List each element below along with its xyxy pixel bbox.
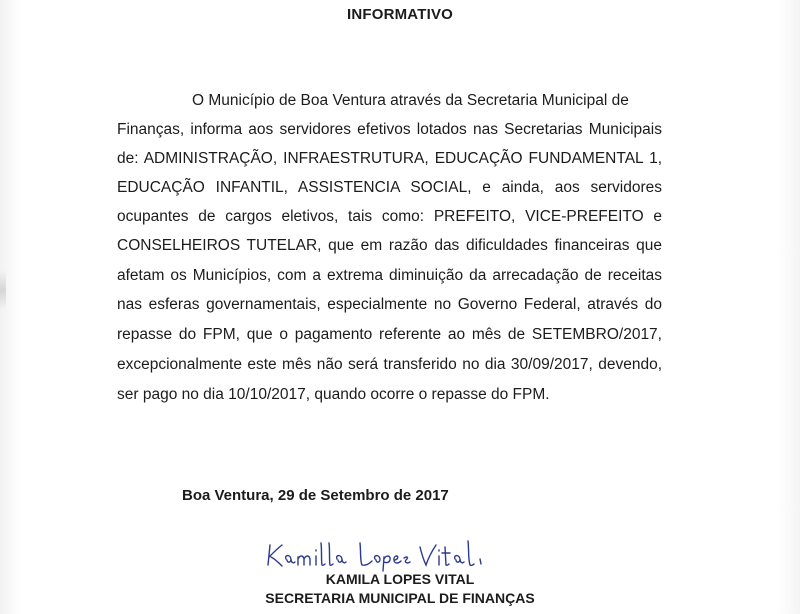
body-line-1: O Município de Boa Ventura através da Secretaria Municipal de bbox=[192, 92, 629, 109]
body-line-6: CONSELHEIROS TUTELAR, que em razão das dificuldades financeiras que bbox=[117, 237, 662, 254]
signatory-role: SECRETARIA MUNICIPAL DE FINANÇAS bbox=[265, 590, 535, 606]
signatory-name: KAMILA LOPES VITAL bbox=[325, 571, 475, 587]
body-line-8: nas esferas governamentais, especialmente no Governo Federal, através do bbox=[117, 296, 662, 313]
body-line-10: excepcionalmente este mês não será transferido no dia 30/09/2017, devendo, bbox=[117, 356, 662, 373]
body-line-11: ser pago no dia 10/10/2017, quando ocorre o repasse do FPM. bbox=[117, 386, 550, 403]
body-line-7: afetam os Municípios, com a extrema diminuição da arrecadação de receitas bbox=[117, 267, 662, 284]
body-line-4: EDUCAÇÃO INFANTIL, ASSISTENCIA SOCIAL, e ainda, aos servidores bbox=[117, 179, 662, 196]
body-line-9: repasse do FPM, que o pagamento referente ao mês de SETEMBRO/2017, bbox=[117, 326, 662, 343]
document-title: INFORMATIVO bbox=[346, 6, 454, 23]
body-line-5: ocupantes de cargos eletivos, tais como: PREFEITO, VICE-PREFEITO e bbox=[117, 208, 662, 225]
date-line: Boa Ventura, 29 de Setembro de 2017 bbox=[182, 487, 449, 504]
body-line-2: Finanças, informa aos servidores efetivos lotados nas Secretarias Municipais bbox=[117, 121, 662, 138]
handwritten-signature bbox=[262, 535, 492, 575]
scan-edge-shadow bbox=[0, 270, 6, 310]
body-line-3: de: ADMINISTRAÇÃO, INFRAESTRUTURA, EDUCAÇÃO FUNDAMENTAL 1, bbox=[117, 150, 662, 167]
